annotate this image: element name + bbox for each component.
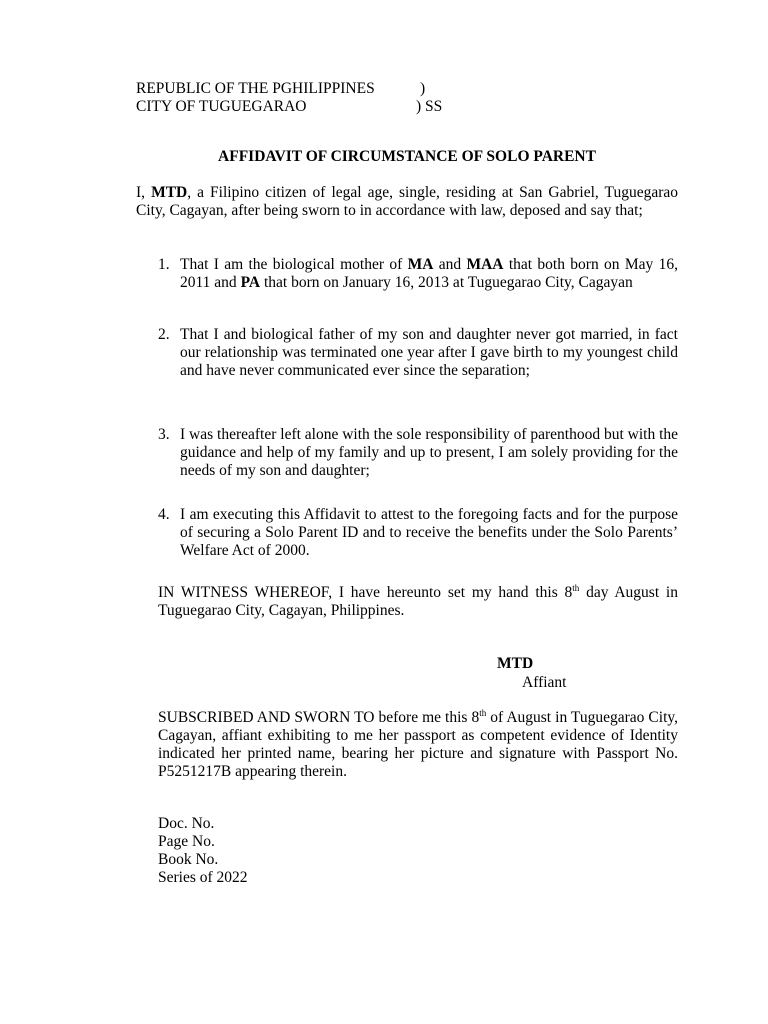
child-name: PA (240, 274, 261, 291)
child-name: MAA (466, 256, 504, 273)
item-number: 2. (158, 326, 170, 343)
list-item (158, 426, 678, 480)
jurat-paragraph: SUBSCRIBED AND SWORN TO before me this 8th of August in Tuguegarao City, Cagayan, affiant exhibiting to me her passport as competent evidence of Identity indicated her printed name, bearing her picture and signature with Passport No. P5251217B appearing therein. (158, 707, 678, 780)
item-text: That I and biological father of my son and daughter never got married, in fact our relationship was terminated one year after I gave birth to my youngest child and have never communicated ever since the separation; (180, 326, 678, 379)
caption-republic: REPUBLIC OF THE PGHILIPPINES (136, 80, 375, 97)
intro-prefix: I, (136, 184, 152, 201)
caption-paren: ) (420, 80, 426, 97)
item-number: 4. (158, 506, 170, 523)
document-title: AFFIDAVIT OF CIRCUMSTANCE OF SOLO PARENT (218, 148, 596, 165)
signature-name: MTD (497, 655, 534, 672)
doc-no: Doc. No. (158, 815, 215, 832)
item-text: That I am the biological mother of MA and MAA that both born on May 16, 2011 and PA that born on January 16, 2013 at Tuguegarao City, Cagayan (180, 256, 678, 291)
intro-text: , a Filipino citizen of legal age, single, residing at San Gabriel, Tuguegarao City, Cagayan, after being sworn to in accordance with law, deposed and say that; (136, 184, 678, 219)
item-text: I am executing this Affidavit to attest to the foregoing facts and for the purpose of securing a Solo Parent ID and to receive the benefits under the Solo Parents’ Welfare Act of 2000. (180, 506, 678, 559)
item-text: I was thereafter left alone with the sole responsibility of parenthood but with the guidance and help of my family and up to present, I am solely providing for the needs of my son and daughter; (180, 426, 679, 479)
signature-role: Affiant (522, 674, 567, 691)
witness-paragraph: IN WITNESS WHEREOF, I have hereunto set my hand this 8th day August in Tuguegarao City, Cagayan, Philippines. (158, 582, 678, 619)
series-year: Series of 2022 (158, 869, 248, 886)
list-item (158, 326, 678, 380)
notarial-register (158, 815, 458, 887)
caption-city: CITY OF TUGUEGARAO (136, 98, 307, 115)
item-number: 1. (158, 256, 170, 273)
list-item (158, 506, 678, 560)
caption-ss: ) SS (416, 98, 443, 115)
item-number: 3. (158, 426, 170, 443)
child-name: MA (407, 256, 434, 273)
affiant-name: MTD (151, 184, 188, 201)
page-no: Page No. (158, 833, 215, 850)
intro-paragraph (136, 184, 678, 220)
list-item (158, 256, 678, 292)
case-caption (136, 80, 466, 116)
book-no: Book No. (158, 851, 219, 868)
